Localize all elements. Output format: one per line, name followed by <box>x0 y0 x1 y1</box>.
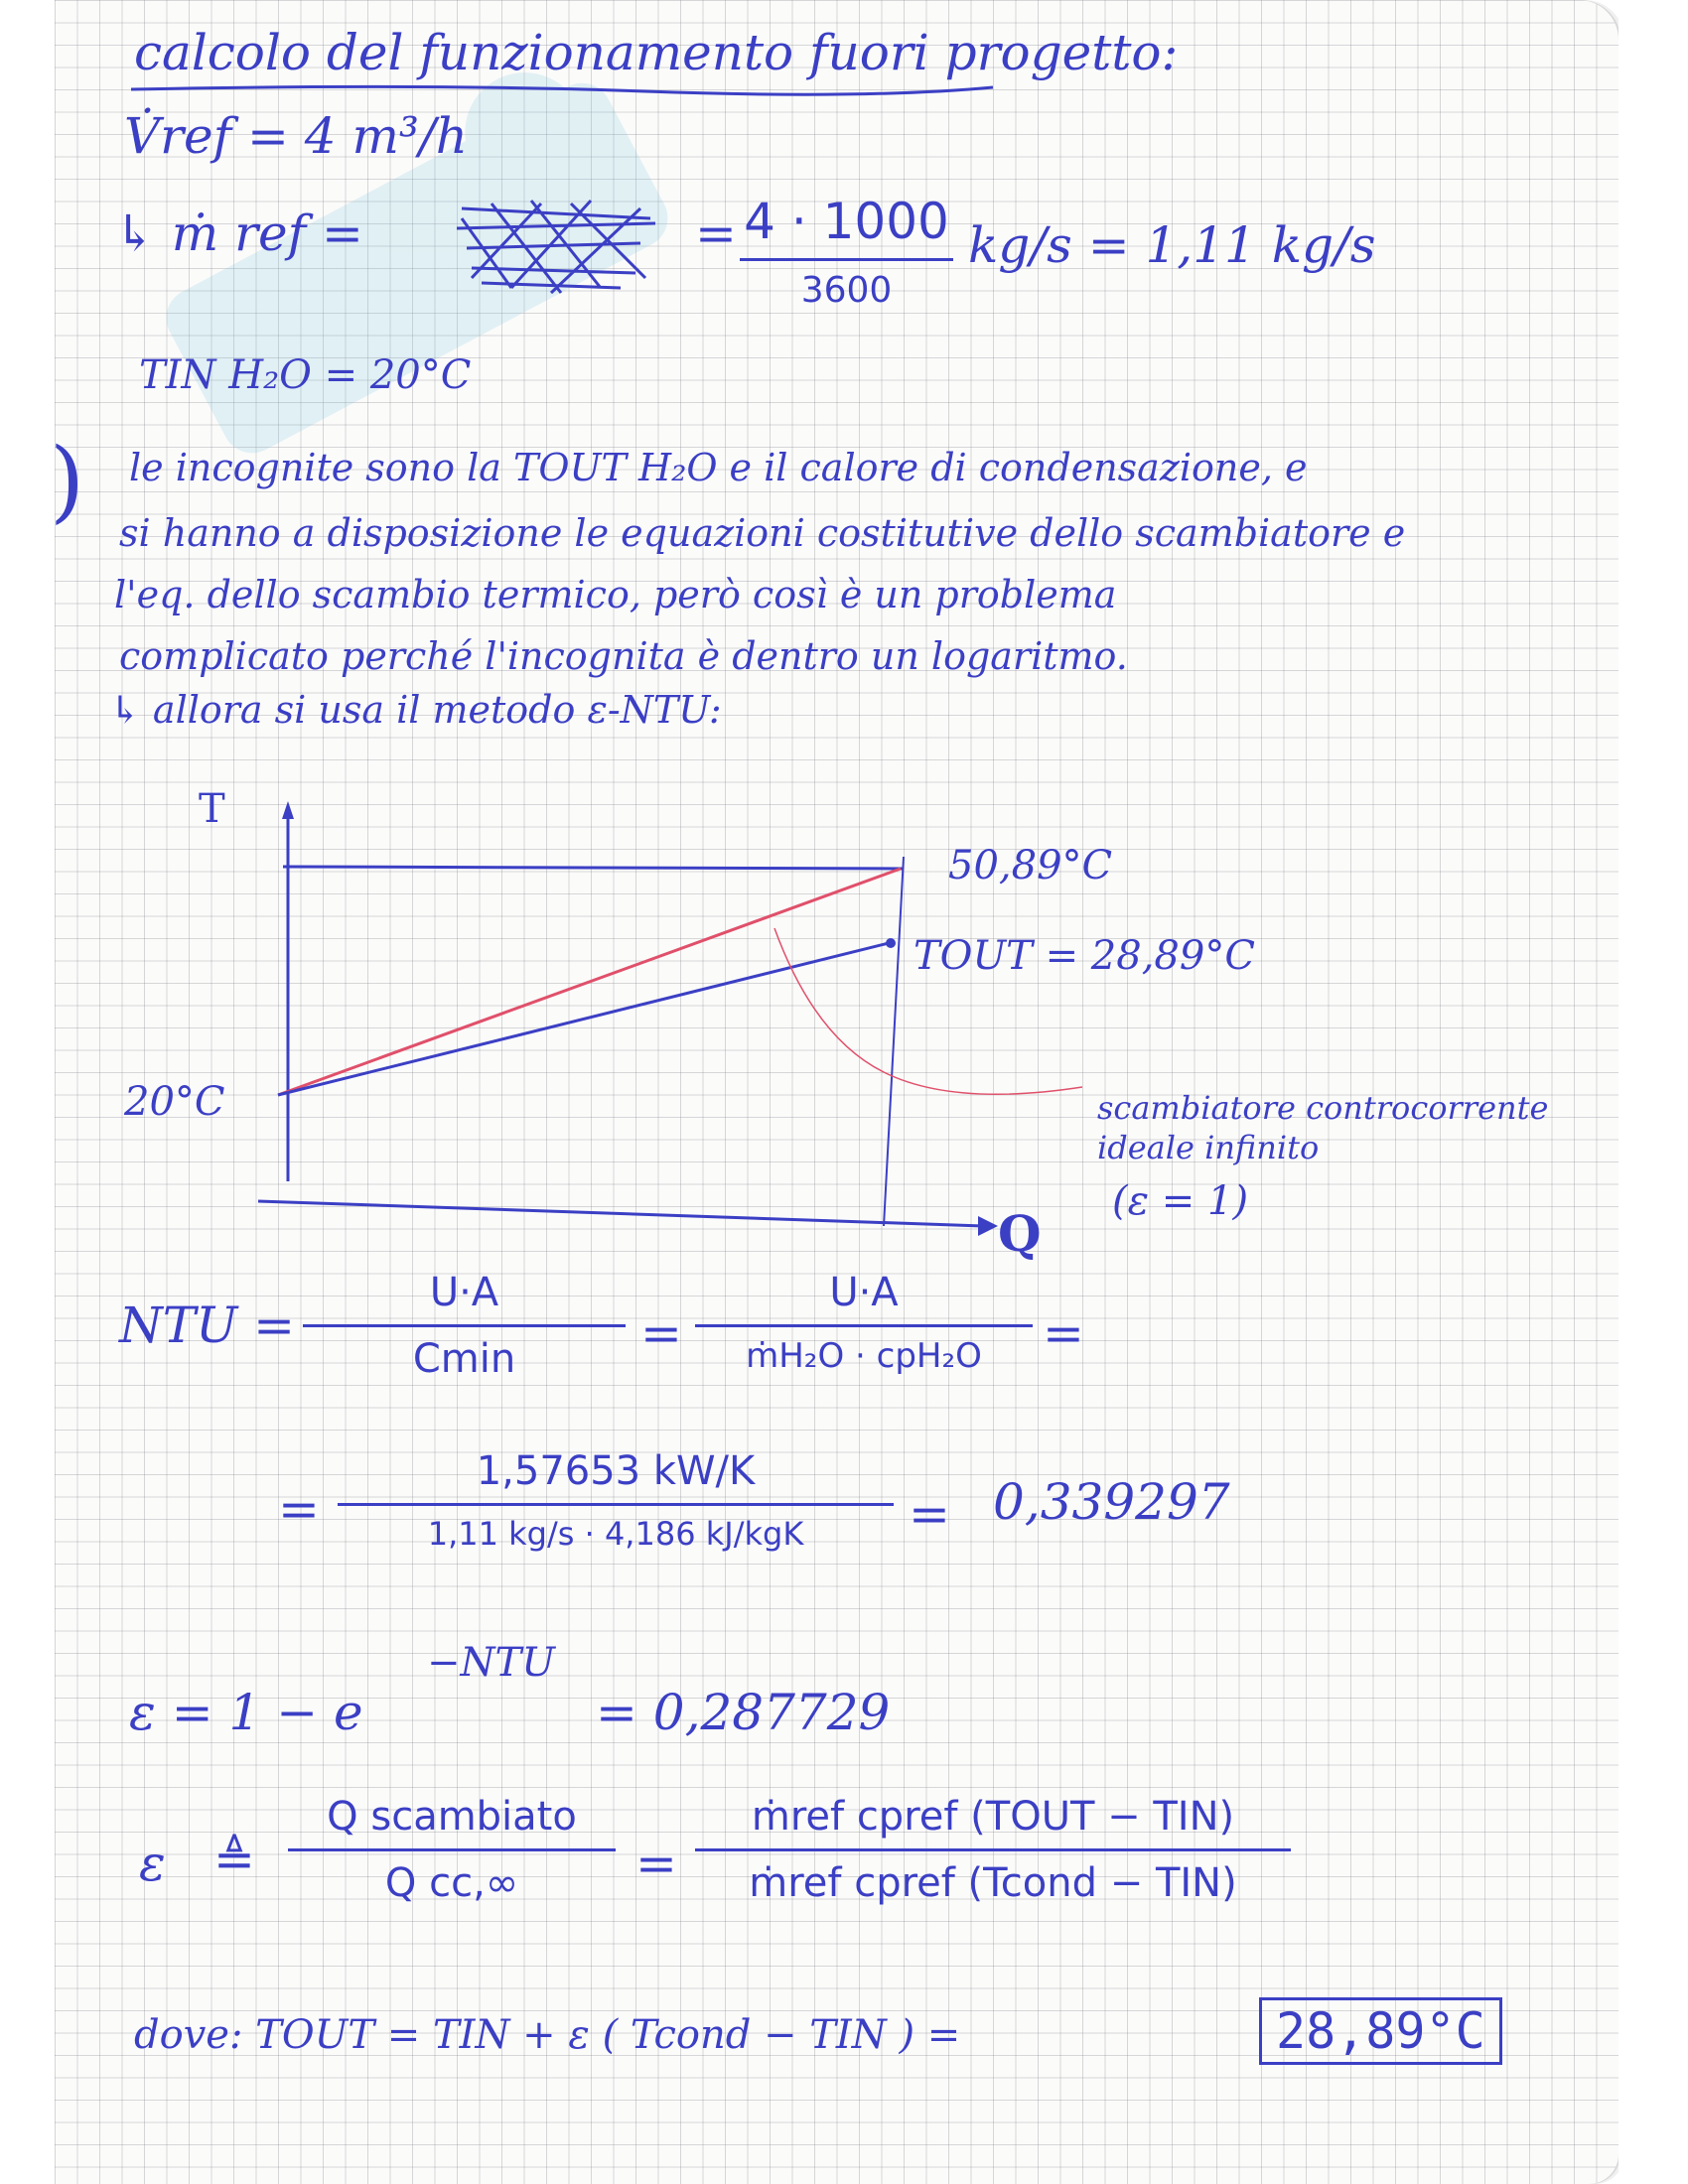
graph-annotation-line-2: ideale infinito <box>1097 1129 1320 1166</box>
ntu-fraction-3 <box>338 1448 894 1553</box>
ntu-fraction-2-num: U·A <box>829 1270 899 1315</box>
page-title: calcolo del funzionamento fuori progetto: <box>134 24 1179 81</box>
final-equation: dove: TOUT = TIN + ε ( Tcond − TIN ) = <box>134 2012 961 2058</box>
graph-end-line <box>884 857 904 1226</box>
ntu-fraction-3-den: 1,11 kg/s · 4,186 kJ/kgK <box>427 1515 804 1553</box>
ntu-lhs: NTU = <box>119 1297 296 1354</box>
margin-bracket: ) <box>50 429 85 533</box>
t-in-line: TIN H₂O = 20°C <box>139 352 472 398</box>
graph-x-axis <box>258 1201 983 1226</box>
epsilon-def-defeq: ≜ <box>213 1831 255 1888</box>
page-right-margin <box>1618 0 1688 2184</box>
fraction-bar <box>303 1324 626 1327</box>
title-underline <box>129 81 1122 101</box>
epsilon-def-fraction-1-den: Q cc,∞ <box>384 1860 519 1906</box>
t-out-point <box>886 938 896 948</box>
ntu-equals-3: = <box>278 1480 320 1538</box>
m-ref-label: ↳ ṁ ref = <box>114 205 363 262</box>
graph-x-label: Q <box>998 1204 1042 1263</box>
ntu-fraction-1-den: Cmin <box>412 1336 516 1382</box>
ntu-equals-4: = <box>909 1485 950 1543</box>
graph-y-label: T <box>199 786 225 832</box>
paragraph-line-4: complicato perché l'incognita è dentro un logaritmo. <box>119 634 1128 678</box>
ntu-equals-1: = <box>640 1304 682 1362</box>
ntu-equals-2: = <box>1043 1304 1084 1362</box>
ntu-fraction-1 <box>303 1270 626 1382</box>
fraction-bar <box>695 1324 1033 1327</box>
epsilon-result: = 0,287729 <box>596 1684 891 1741</box>
ntu-result: 0,339297 <box>993 1473 1230 1531</box>
fraction-bar <box>338 1503 894 1506</box>
ideal-water-line <box>278 869 901 1095</box>
condensation-temperature-line <box>283 867 904 869</box>
epsilon-def-lhs: ε <box>139 1835 166 1892</box>
ntu-fraction-2 <box>695 1270 1033 1376</box>
m-ref-equals: = <box>695 205 737 262</box>
graph-epsilon-note: (ε = 1) <box>1112 1178 1249 1224</box>
fraction-bar <box>288 1848 616 1851</box>
fraction-bar <box>695 1848 1291 1851</box>
ntu-fraction-1-num: U·A <box>429 1270 499 1315</box>
m-ref-fraction-num: 4 · 1000 <box>744 193 949 250</box>
epsilon-exponent: −NTU <box>427 1640 555 1686</box>
final-result-box: 28,89°C <box>1259 1997 1502 2065</box>
m-ref-result: kg/s = 1,11 kg/s <box>968 216 1376 274</box>
paragraph-line-1: le incognite sono la TOUT H₂O e il calore di condensazione, e <box>129 446 1308 489</box>
epsilon-def-equals: = <box>635 1835 677 1892</box>
graph-t-top-label: 50,89°C <box>948 843 1113 888</box>
graph-t-in-label: 20°C <box>124 1079 225 1125</box>
epsilon-def-fraction-2-den: ṁref cpref (Tcond − TIN) <box>749 1860 1237 1906</box>
graph-t-out-label: TOUT = 28,89°C <box>914 933 1255 979</box>
paragraph-line-5: ↳ allora si usa il metodo ε-NTU: <box>109 688 722 732</box>
scribbled-out-expression <box>452 189 660 298</box>
actual-water-line <box>278 943 889 1095</box>
epsilon-def-fraction-1-num: Q scambiato <box>327 1794 577 1840</box>
temperature-diagram <box>238 789 933 1236</box>
paragraph-line-3: l'eq. dello scambio termico, però così è un problema <box>114 573 1117 616</box>
ntu-fraction-2-den: ṁH₂O · cpH₂O <box>746 1336 982 1376</box>
fraction-bar <box>740 258 953 261</box>
epsilon-def-fraction-1 <box>288 1794 616 1906</box>
ntu-fraction-3-num: 1,57653 kW/K <box>476 1448 756 1494</box>
m-ref-fraction <box>740 193 953 311</box>
page-left-margin <box>0 0 55 2184</box>
epsilon-def-fraction-2-num: ṁref cpref (TOUT − TIN) <box>751 1794 1235 1840</box>
epsilon-def-fraction-2 <box>695 1794 1291 1906</box>
paragraph-line-2: si hanno a disposizione le equazioni costitutive dello scambiatore e <box>119 511 1406 555</box>
m-ref-fraction-den: 3600 <box>800 270 893 311</box>
graph-y-arrow <box>282 801 294 819</box>
v-ref-line: V̇ref = 4 m³/h <box>124 107 468 165</box>
graph-annotation-line-1: scambiatore controcorrente <box>1097 1089 1549 1127</box>
epsilon-formula: ε = 1 − e <box>129 1684 363 1741</box>
